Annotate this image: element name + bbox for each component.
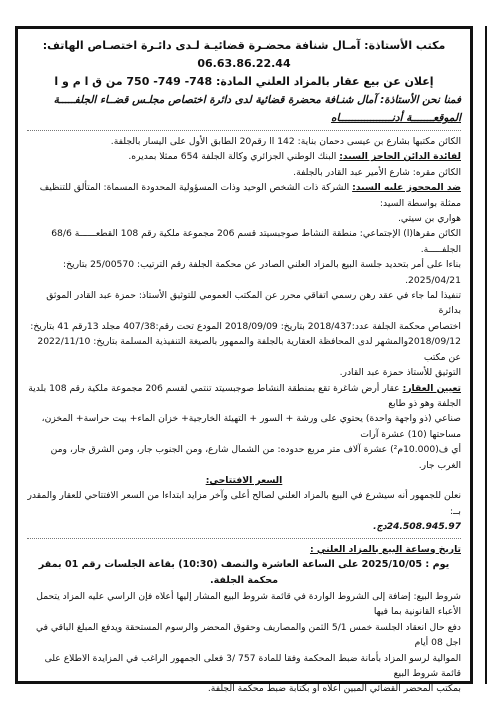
paragraph-mortgage-1: تنفيذا لما جاء في عقد رهن رسمي اتفاقي محرر عن المكتب العمومي للتوثيق الأستاذ: حمزة عبد القادر الموثق بدائرة xyxy=(46,290,461,317)
price-text: نعلن للجمهور أنه سيشرع في البيع بالمزاد العلني لصالح أعلى وآخر مزايد ابتداءا من السعر الافتتاحي للعقار والمقدر بــ: xyxy=(27,490,461,517)
conditions-2: دفع حال انعقاد الجلسة خمس 5/1 الثمن والمصاريف وحقوق المحضر والرسوم المستحقة ويدفع المبلغ الباقي في اجل 08 أيام xyxy=(35,621,461,649)
paragraph-order: بناءا على أمر بتحديد جلسة البيع بالمزاد العلني الصادر عن محكمة الجلفة رقم الترتيب: 25/00570 بتاريخ: 2025/04/21. xyxy=(63,259,461,286)
notice-title: إعلان عن بيع عقار بالمزاد العلني المادة: 748- 749- 750 من ق ا م و ا xyxy=(54,75,434,88)
property-text-2: صناعي (ذو واجهة واحدة) يحتوي على ورشة + السور + التهيئة الخارجية+ خزان الماء+ بيت حراسة+ المخزن، مساحتها (10) عشرة آرات xyxy=(41,413,461,440)
property-text-3: أي ف(10.000م²) عشرة آلاف متر مربع حدوده: من الشمال شارع، ومن الجنوب جار، ومن الشرق جار، ومن الغرب جار. xyxy=(50,444,461,471)
conditions-4: بمكتب المحضر القضائي المبين أعلاه أو بكتابة ضبط محكمة الجلفة. xyxy=(207,683,461,695)
debtor-name: هواري بن سيتي. xyxy=(398,213,461,225)
price-amount: 24.508.945.97دج. xyxy=(373,521,461,533)
paragraph-mortgage-3: 2018/09/12والمشهر لدى المحافظة العقارية بالجلفة والممهور بالصيغة التنفيذية المسلمة بتاريخ: 2022/11/10 عن مكتب xyxy=(37,336,461,363)
office-header: مكتب الأستاذة: آمـال شنافة محضـرة قضائيـة لـدى دائـرة اختصـاص الهاتف: 06.63.86.22.44 xyxy=(42,39,446,70)
debtor-text: الشركة ذات الشخص الوحيد وذات المسؤولية المحدودة المسماة: المتألق للتنظيف ممثلة بواسطة السيد: xyxy=(39,182,461,209)
debtor-address: الكائن مقرها(ا) الإجتماعي: منطقة النشاط صوجبسيتد قسم 206 مجموعة ملكية رقم 108 القطعــــــة 68/6 الجلفـــــة. xyxy=(51,228,461,255)
intro-line-1: فمنا نحن الأستاذة: آمال شنـافة محضرة قضائية لدى دائرة اختصاص مجلـس قضــاء الجلفـــــة xyxy=(53,94,461,106)
office-address: الكائن مكتبها بشارع بن عيسى دحمان بناية: 142 ll رقم20 الطابق الأول على اليسار بالجلفة. xyxy=(110,136,461,147)
creditor-address: الكائن مقره: شارع الأمير عبد القادر بالجلفة. xyxy=(293,166,461,178)
creditor-line xyxy=(27,149,461,164)
conditions-1: شروط البيع: إضافة إلى الشروط الواردة في قائمة شروط البيع المشار إليها أعلاه فإن الراسي عليه المزاد يتحمل الأعباء القانونية بما فيها xyxy=(36,590,461,618)
paragraph-mortgage-2: اختصاص محكمة الجلفة عدد:2018/437 بتاريخ: 2018/09/09 المودع تحت رقم:407/38 مجلد 13رقم 41 بتاريخ: xyxy=(30,320,461,332)
divider xyxy=(27,538,461,539)
property-label: تعيين العقار: xyxy=(402,382,461,394)
debtor-label: ضد المحجوز عليه السيد: xyxy=(352,182,461,194)
debtor-line xyxy=(27,180,461,211)
intro-line-2: الموقعـــــــة أدنـــــــــــــــــاه xyxy=(330,112,461,124)
property-line-1 xyxy=(27,381,461,412)
creditor-label: لفائدة الدائن الحاجز السيد: xyxy=(339,151,461,163)
conditions-3: الموالية لرسو المزاد بأمانة ضبط المحكمة وفقا للمادة 757 /3 فعلى الجمهور الراغب في المزايدة الاطلاع على قائمة شروط البيع xyxy=(44,652,461,679)
date-text: يوم : 2025/10/05 على الساعة العاشرة والنصف (10:30) بقاعة الجلسات رقم 01 بمقر محكمة الجلفة. xyxy=(38,558,450,586)
paragraph-mortgage-4: التوثيق للأستاذ حمزة عبد القادر. xyxy=(339,367,461,379)
price-label: السعر الافتتاحي: xyxy=(205,474,283,486)
date-label: تاريخ وساعة البيع بالمزاد العلني : xyxy=(309,543,461,555)
property-text-1: عقار أرض شاغرة تقع بمنطقة النشاط صوجبسيتد تنتمي لقسم 206 مجموعة ملكية رقم 108 بلدية الجلفة وهو ذو طابع xyxy=(28,382,461,409)
divider xyxy=(27,130,461,131)
adjacent-column-border xyxy=(485,26,499,684)
legal-notice xyxy=(15,26,473,695)
creditor-text: البنك الوطني الجزائري وكالة الجلفة 654 ممثلا بمديره. xyxy=(128,151,337,163)
